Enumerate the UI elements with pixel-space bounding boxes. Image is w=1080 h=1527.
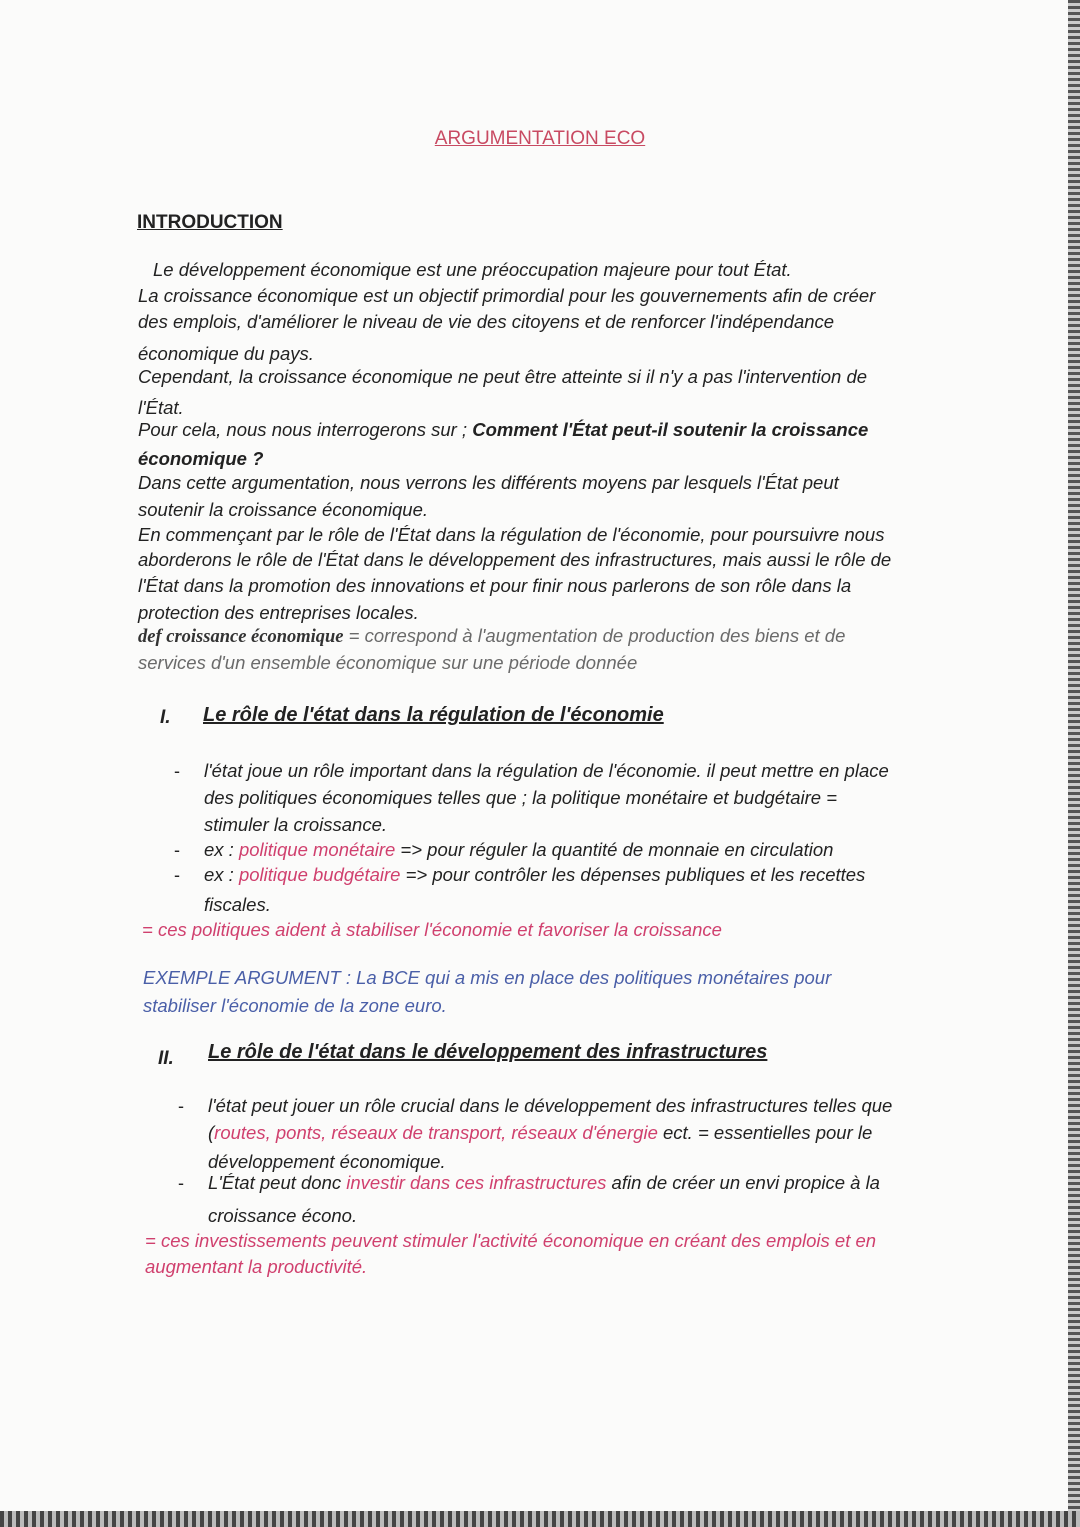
introduction-heading: INTRODUCTION [137, 212, 283, 233]
section2-line [145, 1229, 876, 1253]
text-segment: En commençant par le rôle de l'État dans la régulation de l'économie, pour poursuivre nous [138, 524, 885, 545]
text-segment: = correspond à l'augmentation de production des biens et de [343, 625, 846, 646]
highlight-text: augmentant la productivité. [145, 1256, 368, 1277]
text-segment: soutenir la croissance économique. [138, 499, 428, 520]
bullet-dash: - [174, 761, 180, 781]
text-segment: ex : [204, 864, 239, 885]
text-segment: stimuler la croissance. [204, 814, 388, 835]
section-2-number: II. [158, 1048, 174, 1069]
text-segment: des emplois, d'améliorer le niveau de vie des citoyens et de renforcer l'indépendance [138, 311, 835, 332]
introduction-line [138, 651, 637, 675]
introduction-line [138, 396, 184, 420]
highlight-text: investir dans ces infrastructures [346, 1172, 607, 1193]
introduction-line [138, 471, 839, 495]
introduction-line [138, 601, 419, 625]
bullet-dash: - [178, 1096, 184, 1116]
section1-line [143, 966, 831, 990]
section1-line [204, 893, 271, 917]
text-segment: La croissance économique est un objectif primordial pour les gouvernements afin de créer [138, 285, 876, 306]
highlight-text: routes, ponts, réseaux de transport, réseaux d'énergie [214, 1122, 658, 1143]
text-segment: l'État dans la promotion des innovations et pour finir nous parlerons de son rôle dans la [138, 575, 852, 596]
introduction-line [138, 365, 867, 389]
scan-edge-right [1068, 0, 1080, 1527]
text-segment: économique ? [138, 448, 264, 469]
text-segment: => pour contrôler les dépenses publiques et les recettes [400, 864, 866, 885]
section-1-heading: Le rôle de l'état dans la régulation de l'économie [203, 704, 664, 726]
introduction-line [138, 548, 891, 572]
section1-line [142, 918, 722, 942]
text-segment: Cependant, la croissance économique ne peut être atteinte si il n'y a pas l'intervention de [138, 366, 868, 387]
text-segment: ( [208, 1122, 215, 1143]
example-text: EXEMPLE ARGUMENT : La BCE qui a mis en place des politiques monétaires pour [143, 967, 832, 988]
highlight-text: politique budgétaire [238, 864, 401, 885]
section2-line [208, 1204, 357, 1228]
text-segment: l'état joue un rôle important dans la régulation de l'économie. il peut mettre en place [204, 760, 889, 781]
introduction-line [138, 498, 428, 522]
introduction-line [138, 284, 875, 308]
highlight-text: = ces politiques aident à stabiliser l'économie et favoriser la croissance [142, 919, 722, 940]
introduction-line [153, 258, 792, 282]
text-segment: Pour cela, nous nous interrogerons sur ; [138, 419, 473, 440]
text-segment: => pour réguler la quantité de monnaie en circulation [395, 839, 834, 860]
bullet-dash: - [174, 840, 180, 860]
document-title: ARGUMENTATION ECO [434, 128, 646, 149]
introduction-line [138, 574, 851, 598]
scan-edge-bottom [0, 1511, 1080, 1527]
introduction-line [138, 624, 845, 649]
section1-line [204, 813, 387, 837]
text-segment: services d'un ensemble économique sur une période donnée [138, 652, 638, 673]
example-text: stabiliser l'économie de la zone euro. [143, 995, 447, 1016]
text-segment: croissance écono. [208, 1205, 358, 1226]
section1-line [204, 863, 865, 887]
section2-line [208, 1121, 872, 1145]
text-segment: ex : [204, 839, 239, 860]
text-segment: économique du pays. [138, 343, 314, 364]
section1-line [143, 994, 447, 1018]
text-segment: des politiques économiques telles que ; la politique monétaire et budgétaire = [204, 787, 838, 808]
section-2-heading: Le rôle de l'état dans le développement des infrastructures [208, 1041, 768, 1063]
definition-term: def croissance économique [138, 627, 344, 647]
highlight-text: politique monétaire [238, 839, 396, 860]
introduction-line [138, 342, 314, 366]
highlight-text: = ces investissements peuvent stimuler l'activité économique en créant des emplois et en [145, 1230, 877, 1251]
section2-line [208, 1094, 892, 1118]
introduction-line [138, 418, 868, 442]
text-segment: fiscales. [204, 894, 271, 915]
text-segment: développement économique. [208, 1151, 446, 1172]
text-segment: Le développement économique est une préoccupation majeure pour tout État. [153, 259, 792, 280]
bullet-dash: - [174, 865, 180, 885]
bullet-dash: - [178, 1173, 184, 1193]
text-segment: Comment l'État peut-il soutenir la croissance [472, 419, 869, 440]
text-segment: l'État. [138, 397, 184, 418]
introduction-line [138, 523, 884, 547]
section1-line [204, 786, 837, 810]
section-1-number: I. [160, 707, 171, 728]
section2-line [145, 1255, 367, 1279]
section1-line [204, 759, 889, 783]
section2-line [208, 1171, 880, 1195]
text-segment: L'État peut donc [208, 1172, 347, 1193]
text-segment: afin de créer un envi propice à la [606, 1172, 880, 1193]
introduction-line [138, 447, 263, 471]
text-segment: protection des entreprises locales. [138, 602, 419, 623]
text-segment: l'état peut jouer un rôle crucial dans le développement des infrastructures telles que [208, 1095, 893, 1116]
introduction-line [138, 310, 834, 334]
text-segment: Dans cette argumentation, nous verrons les différents moyens par lesquels l'État peut [138, 472, 839, 493]
text-segment: aborderons le rôle de l'État dans le développement des infrastructures, mais aussi le rôle de [138, 549, 892, 570]
section1-line [204, 838, 833, 862]
text-segment: ect. = essentielles pour le [657, 1122, 873, 1143]
